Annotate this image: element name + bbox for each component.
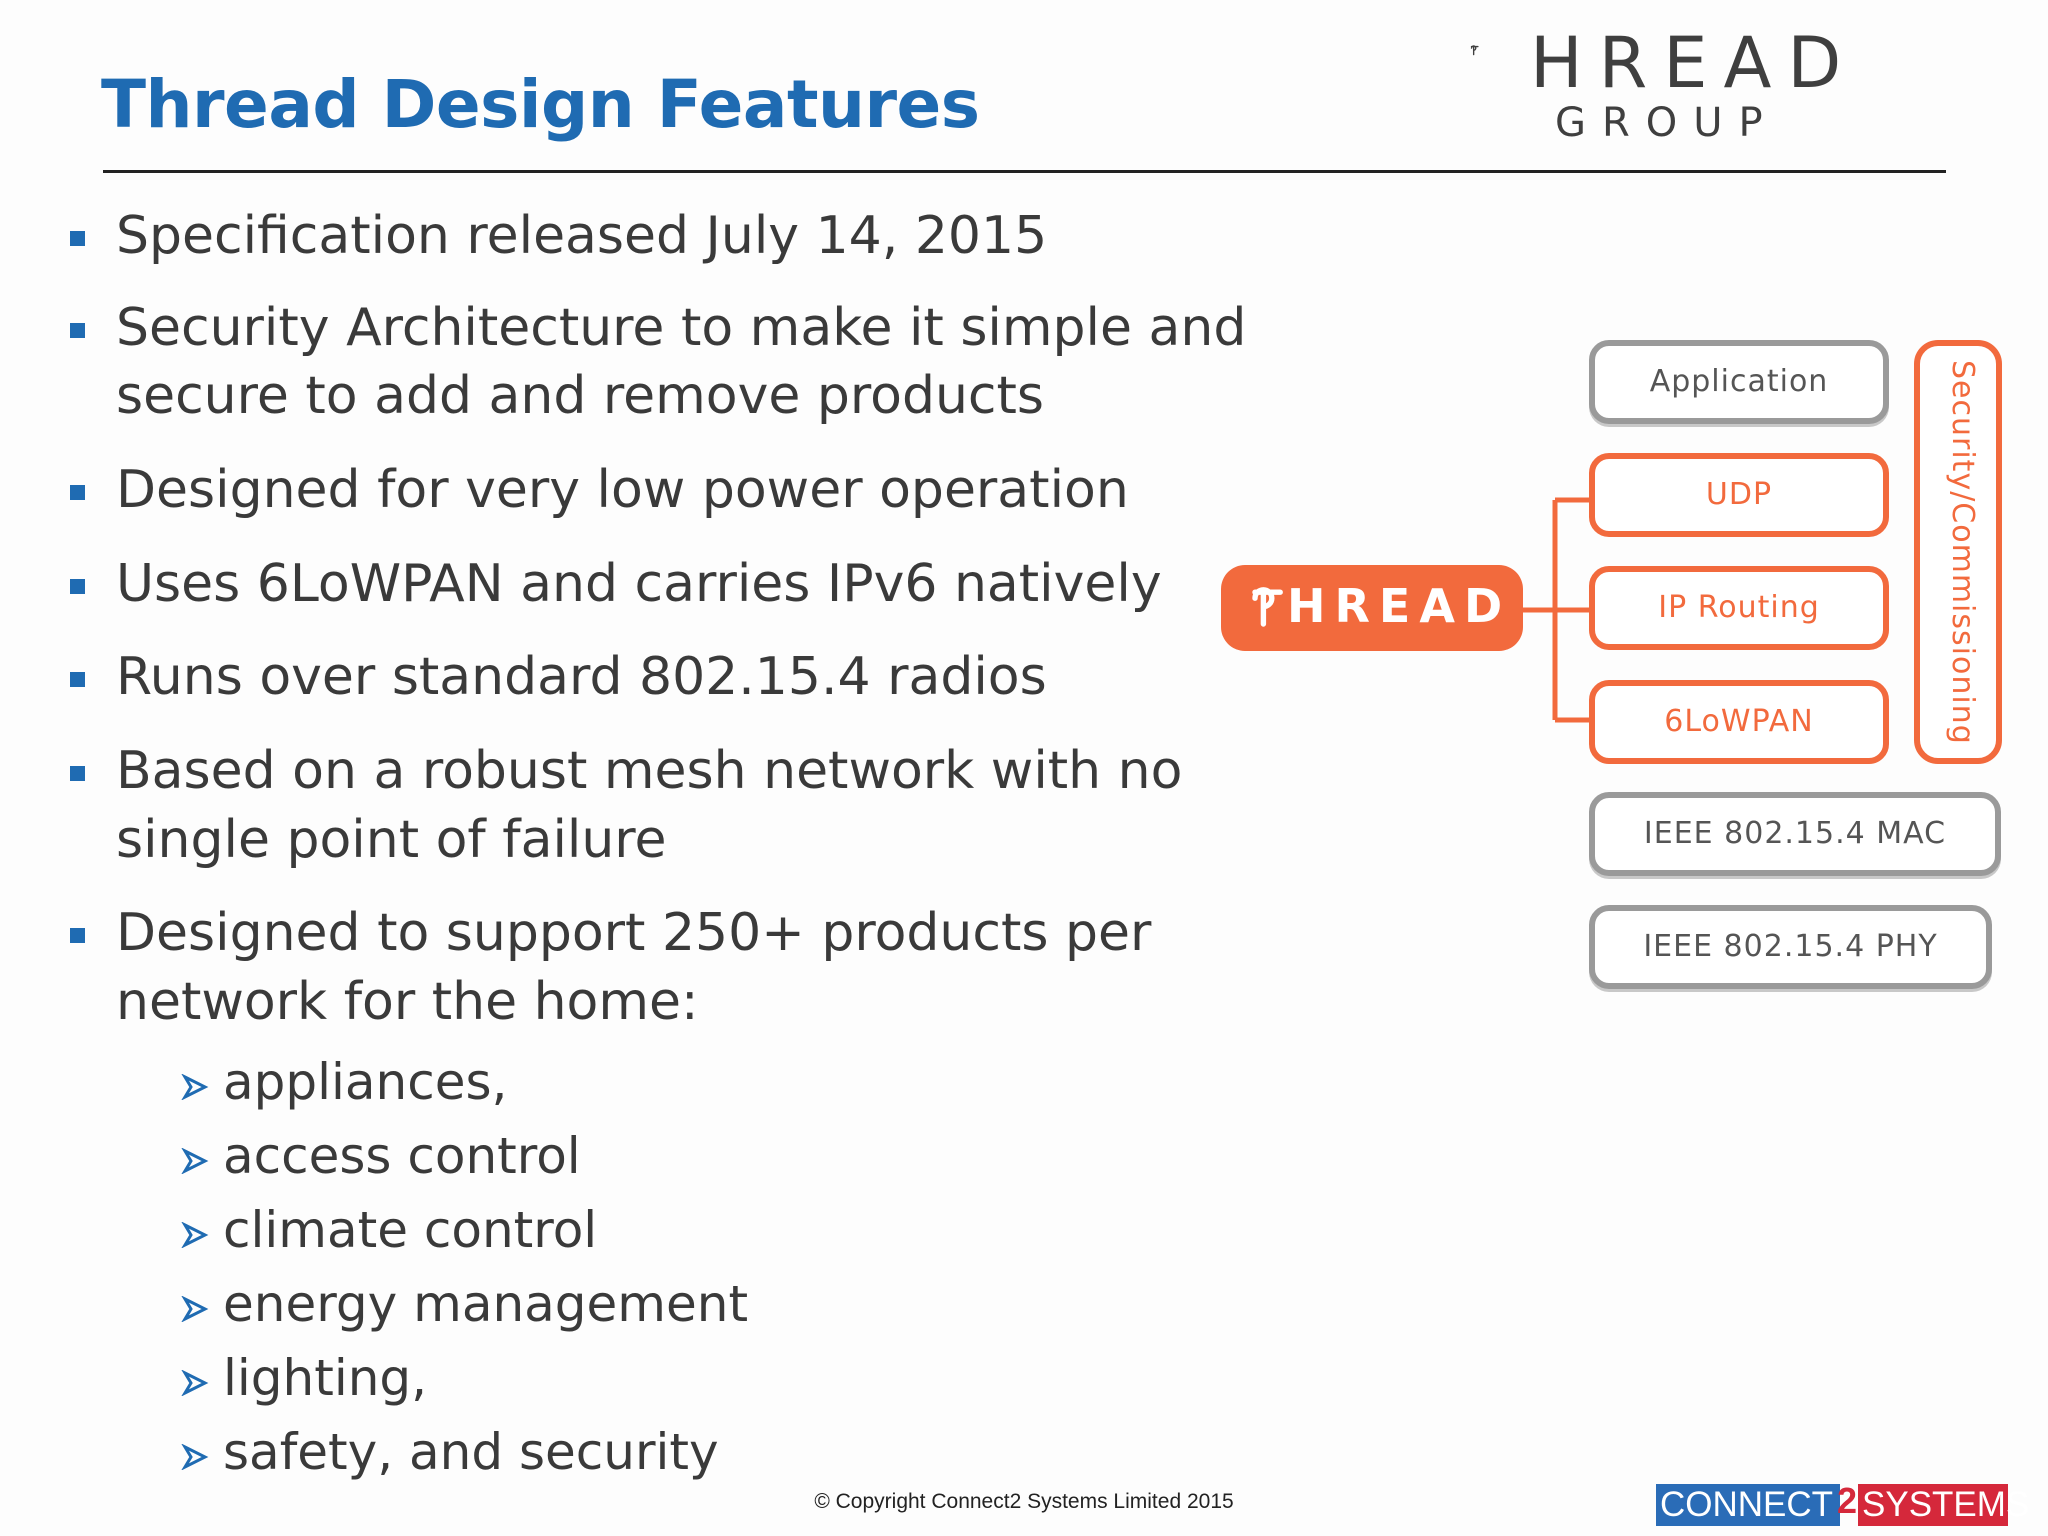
thread-group-logo-mark (1470, 20, 1530, 90)
security-commissioning-label: Security/Commissioning (1945, 360, 1980, 745)
layer-6lowpan: 6LoWPAN (1589, 680, 1889, 764)
sub-bullet-text: lighting, (223, 1349, 428, 1407)
copyright-footer: © Copyright Connect2 Systems Limited 2015 (814, 1490, 1234, 1513)
connect-label: CONNECT (1656, 1484, 1840, 1526)
layer-ieee-mac: IEEE 802.15.4 MAC (1589, 792, 2001, 876)
connect2-systems-logo (1656, 1480, 2030, 1526)
sub-bullet-text: safety, and security (223, 1423, 719, 1481)
sub-bullet-text: climate control (223, 1201, 598, 1259)
bullet-text: Security Architecture to make it simple and (116, 298, 1247, 358)
bullet-square-icon (70, 766, 85, 781)
bullet-square-icon (70, 579, 85, 594)
bullet-text: Designed for very low power operation (116, 460, 1129, 520)
sub-bullet-text: appliances, (223, 1053, 508, 1111)
arrow-bullet-icon (181, 1074, 209, 1100)
title-divider (103, 170, 1946, 173)
arrow-bullet-icon (181, 1296, 209, 1322)
systems-label: SYSTEMS (1858, 1484, 2008, 1526)
bullet-text: Uses 6LoWPAN and carries IPv6 natively (116, 554, 1162, 614)
layer-application: Application (1589, 340, 1889, 424)
brand-number: 2 (1837, 1480, 1858, 1521)
bullet-square-icon (70, 672, 85, 687)
sub-bullet-text: energy management (223, 1275, 749, 1333)
bullet-square-icon (70, 928, 85, 943)
sub-bullet-text: access control (223, 1127, 581, 1185)
bullet-square-icon (70, 323, 85, 338)
bullet-text: secure to add and remove products (116, 366, 1044, 426)
bullet-text: Designed to support 250+ products per (116, 903, 1152, 963)
bullet-text: Based on a robust mesh network with no (116, 741, 1183, 801)
bullet-text: network for the home: (116, 972, 699, 1032)
bullet-text: Runs over standard 802.15.4 radios (116, 647, 1047, 707)
bullet-text: single point of failure (116, 810, 667, 870)
thread-logo-group: GROUP (1555, 100, 1779, 146)
layer-ip-routing: IP Routing (1589, 566, 1889, 650)
arrow-bullet-icon (181, 1370, 209, 1396)
arrow-bullet-icon (181, 1148, 209, 1174)
thread-badge-mark-icon (1249, 581, 1285, 631)
thread-badge-text: HREAD (1287, 579, 1512, 633)
arrow-bullet-icon (181, 1222, 209, 1248)
bullet-text: Specification released July 14, 2015 (116, 206, 1048, 266)
thread-badge (1221, 565, 1523, 651)
thread-logo-word: HREAD (1530, 22, 1858, 104)
layer-udp: UDP (1589, 453, 1889, 537)
layer-ieee-phy: IEEE 802.15.4 PHY (1589, 905, 1992, 989)
arrow-bullet-icon (181, 1444, 209, 1470)
bullet-square-icon (70, 485, 85, 500)
bullet-square-icon (70, 231, 85, 246)
slide-title: Thread Design Features (101, 66, 980, 143)
